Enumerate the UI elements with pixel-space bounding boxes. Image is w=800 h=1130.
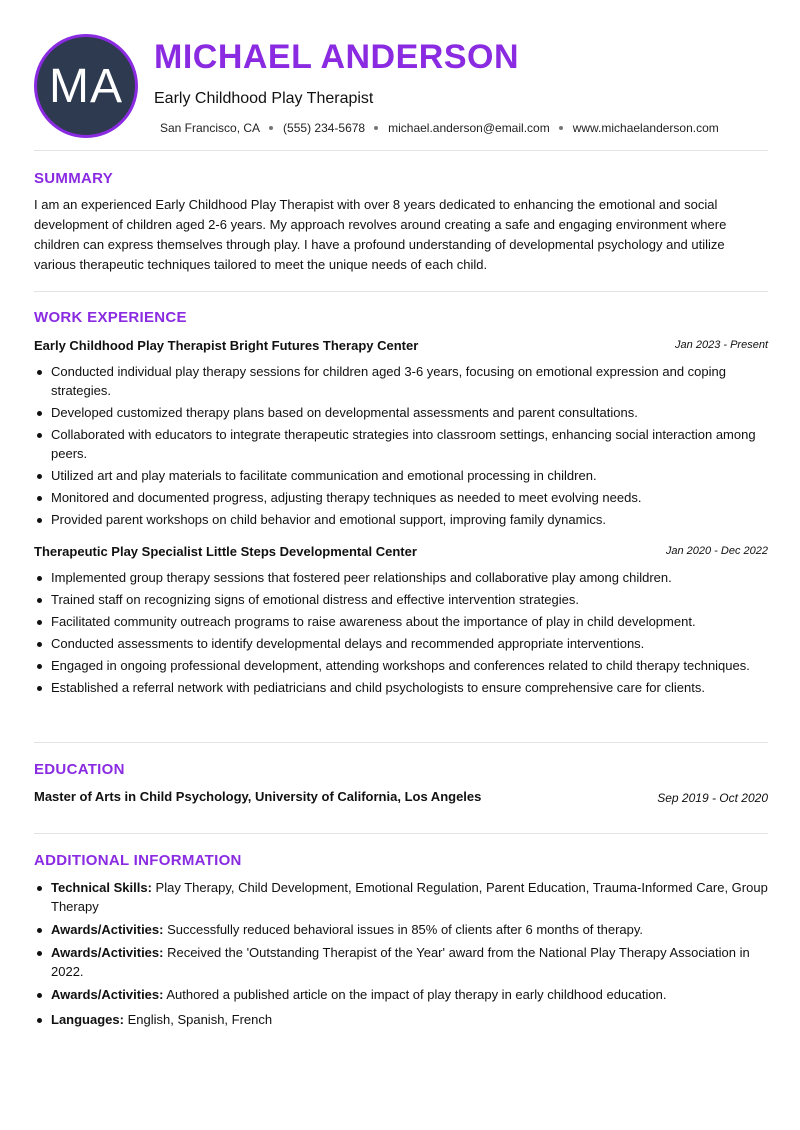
- job-bullets: [34, 362, 768, 529]
- divider: [34, 150, 768, 151]
- item-label: Technical Skills:: [51, 880, 152, 895]
- contact-location: San Francisco, CA: [160, 121, 261, 135]
- list-item: Trained staff on recognizing signs of emotional distress and effective intervention strategies.: [34, 590, 768, 609]
- item-text: Successfully reduced behavioral issues in 85% of clients after 6 months of therapy.: [163, 922, 644, 937]
- item-label: Awards/Activities:: [51, 922, 164, 937]
- item-text: Authored a published article on the impact of play therapy in early childhood education.: [163, 987, 667, 1002]
- contact-phone: (555) 234-5678: [283, 121, 366, 135]
- list-item: [34, 1010, 768, 1029]
- job-header: [34, 338, 768, 358]
- list-item: Developed customized therapy plans based on developmental assessments and parent consultations.: [34, 403, 768, 422]
- list-item: Conducted individual play therapy sessions for children aged 3-6 years, focusing on emotional expression and coping strategies.: [34, 362, 768, 400]
- item-label: Awards/Activities:: [51, 945, 164, 960]
- job-dates: Jan 2020 - Dec 2022: [665, 545, 768, 557]
- list-item: Utilized art and play materials to facilitate communication and emotional processing in children.: [34, 466, 768, 485]
- separator-dot-icon: [374, 126, 378, 130]
- job-role: Early Childhood Play Therapist Bright Futures Therapy Center: [34, 338, 419, 353]
- contact-email[interactable]: michael.anderson@email.com: [388, 121, 550, 135]
- job-dates: Jan 2023 - Present: [675, 339, 768, 351]
- separator-dot-icon: [269, 126, 273, 130]
- list-item: Monitored and documented progress, adjusting therapy techniques as needed to meet evolving needs.: [34, 488, 768, 507]
- experience-heading: WORK EXPERIENCE: [34, 309, 187, 326]
- list-item: Conducted assessments to identify developmental delays and recommended appropriate interventions.: [34, 634, 768, 653]
- separator-dot-icon: [559, 126, 563, 130]
- item-label: Awards/Activities:: [51, 987, 164, 1002]
- summary-text: I am an experienced Early Childhood Play Therapist with over 8 years dedicated to enhancing the emotional and social development of children aged 2-6 years. My approach revolves around creating a safe and engaging environment where children can express themselves through play. I have a profound understanding of developmental psychology and utilize various therapeutic techniques tailored to meet the unique needs of each child.: [34, 197, 727, 272]
- candidate-title: Early Childhood Play Therapist: [154, 90, 374, 107]
- education-heading: EDUCATION: [34, 761, 125, 778]
- contact-line: [160, 121, 719, 135]
- education-dates: Sep 2019 - Oct 2020: [657, 791, 768, 805]
- avatar-initials: MA: [49, 59, 123, 113]
- item-text: Received the 'Outstanding Therapist of the Year' award from the National Play Therapy Association in 2022.: [51, 945, 750, 979]
- job-role: Therapeutic Play Specialist Little Steps Developmental Center: [34, 544, 417, 559]
- divider: [34, 833, 768, 834]
- additional-list: [34, 878, 768, 1029]
- divider: [34, 291, 768, 292]
- item-text: English, Spanish, French: [123, 1012, 273, 1027]
- education-entry: [34, 789, 768, 809]
- list-item: Established a referral network with pediatricians and child psychologists to ensure comprehensive care for clients.: [34, 678, 768, 697]
- list-item: [34, 920, 768, 939]
- resume-header: [34, 34, 768, 138]
- summary-heading: SUMMARY: [34, 170, 114, 187]
- avatar: [34, 34, 138, 138]
- list-item: [34, 943, 768, 981]
- divider: [34, 742, 768, 743]
- item-text: Play Therapy, Child Development, Emotional Regulation, Parent Education, Trauma-Informed Care, Group Therapy: [51, 880, 768, 914]
- list-item: [34, 878, 768, 916]
- item-label: Languages:: [51, 1012, 124, 1027]
- list-item: Provided parent workshops on child behavior and emotional support, improving family dynamics.: [34, 510, 768, 529]
- list-item: [34, 985, 768, 1004]
- additional-heading: ADDITIONAL INFORMATION: [34, 852, 242, 869]
- job-bullets: [34, 568, 768, 697]
- education-degree: Master of Arts in Child Psychology, University of California, Los Angeles: [34, 789, 482, 804]
- list-item: Collaborated with educators to integrate therapeutic strategies into classroom settings, enhancing social interaction among peers.: [34, 425, 768, 463]
- job-entry: [34, 338, 768, 532]
- contact-website[interactable]: www.michaelanderson.com: [572, 121, 719, 135]
- list-item: Implemented group therapy sessions that fostered peer relationships and collaborative play among children.: [34, 568, 768, 587]
- list-item: Engaged in ongoing professional development, attending workshops and conferences related to child therapy techniques.: [34, 656, 768, 675]
- job-header: [34, 544, 768, 564]
- candidate-name: MICHAEL ANDERSON: [154, 38, 520, 76]
- list-item: Facilitated community outreach programs to raise awareness about the importance of play in child development.: [34, 612, 768, 631]
- additional-info: [34, 878, 768, 1033]
- job-entry: [34, 544, 768, 700]
